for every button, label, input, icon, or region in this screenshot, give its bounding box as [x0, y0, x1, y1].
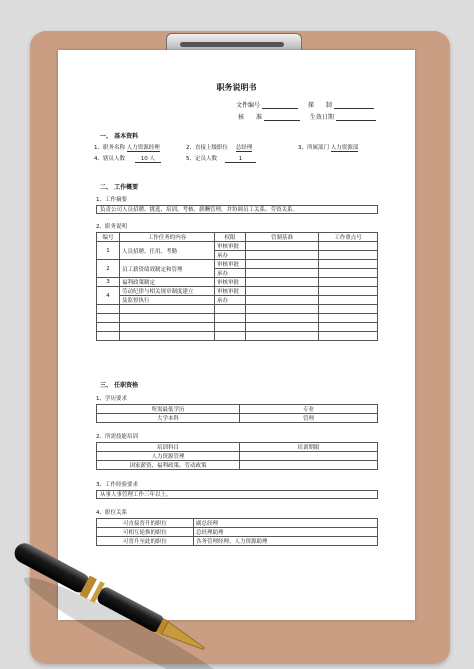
- field-staff-count: 4、辖员人数 10 人: [94, 154, 161, 162]
- training-table: 培训科目 培训期限 人力资源管理 国家薪资、福利政策、劳动政策: [96, 442, 378, 470]
- field-supervisor: 2、直接上级职位 总经理: [186, 145, 253, 151]
- document-sheet: [58, 50, 415, 620]
- table-row: [97, 305, 378, 314]
- author-label: 探 制: [307, 102, 332, 109]
- col-no: 编号: [97, 233, 120, 242]
- table-row: 可晋升至此的职位 各务管理经理、人力资源助理: [97, 537, 378, 546]
- meta-row-1: [236, 100, 374, 109]
- edu-label: 1、学历要求: [96, 396, 127, 402]
- training-label: 2、所需技能培训: [96, 434, 138, 440]
- document-title: 职务说明书: [216, 83, 257, 92]
- field-job-title: 1、职务名称 人力资源经理: [94, 145, 160, 151]
- duties-table: 编号 工作任务的内容 权限 管制基准 工作重点号 1 人员招聘、任用、考勤 审核审批 承办 2 员工薪资绩效制定和管理 审核审批 承办 3 福利政策制定 审核审批 4 劳动纪律与相关规章制度建立 审核审批 及监督执行 承办: [96, 232, 378, 341]
- effective-field[interactable]: [336, 113, 376, 121]
- section1-heading: 一、 基本资料: [100, 133, 139, 140]
- table-row: 1 人员招聘、任用、考勤 审核审批: [97, 242, 378, 251]
- table-row: 4 劳动纪律与相关规章制度建立 审核审批: [97, 287, 378, 296]
- summary-box: 负责公司人员招聘、挑选、培训、考核、薪酬管理，并协调员工关系、劳资关系。: [96, 205, 378, 214]
- table-row: 可相互轮换的职位 总经理助理: [97, 528, 378, 537]
- table-row: [97, 332, 378, 341]
- col-control: 管制基准: [246, 233, 319, 242]
- approve-field[interactable]: [264, 113, 300, 121]
- table-row: [97, 323, 378, 332]
- doc-no-field[interactable]: [262, 101, 298, 109]
- field-headcount: 5、定员人数 1: [186, 154, 256, 162]
- fountain-pen-image: [0, 540, 240, 669]
- exp-box: 从事人事管理工作三年以上。: [96, 490, 378, 499]
- author-field[interactable]: [334, 101, 374, 109]
- table-row: [97, 314, 378, 323]
- col-priority: 工作重点号: [319, 233, 378, 242]
- table-row: 3 福利政策制定 审核审批: [97, 278, 378, 287]
- effective-label: 生效日期: [309, 114, 334, 121]
- col-task: 工作任务的内容: [120, 233, 215, 242]
- section3-heading: 三、 任职资格: [100, 382, 139, 389]
- approve-label: 核 准: [238, 114, 263, 121]
- table-row: 2 员工薪资绩效制定和管理 审核审批: [97, 260, 378, 269]
- edu-table: 所需最低学历 专业 大学本科 管理: [96, 404, 378, 423]
- doc-no-label: 文件编号: [236, 102, 261, 109]
- exp-label: 3、工作经验要求: [96, 482, 138, 488]
- summary-label: 1、工作摘要: [96, 197, 127, 203]
- meta-row-2: [238, 112, 376, 121]
- section2-heading: 二、 工作概要: [100, 184, 139, 191]
- duties-label: 2、职务说明: [96, 224, 127, 230]
- table-row: 可直接晋升的职位 副总经理: [97, 519, 378, 528]
- col-authority: 权限: [215, 233, 246, 242]
- rel-label: 4、职位关系: [96, 510, 127, 516]
- field-department: 3、所属部门 人力资源部: [298, 145, 359, 151]
